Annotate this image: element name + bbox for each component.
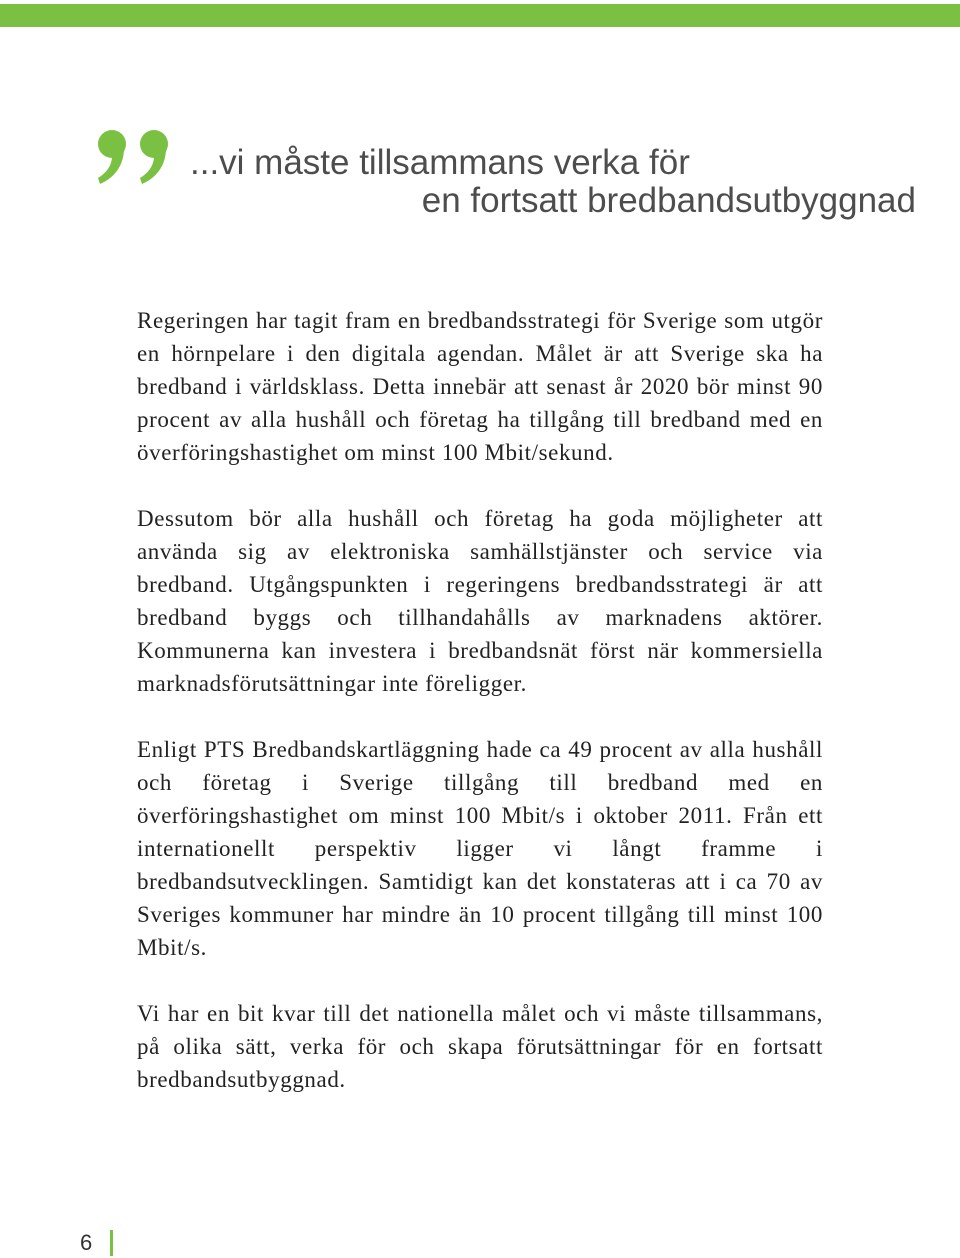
pull-quote	[140, 144, 916, 220]
paragraph-conclusion: Vi har en bit kvar till det nationella målet och vi måste tillsammans, på olika sätt, verka för och skapa förutsättningar för en fortsatt bredbandsutbyggnad.	[137, 1001, 823, 1092]
paragraph-services: Dessutom bör alla hushåll och företag ha goda möjligheter att använda sig av elektroniska samhällstjänster och service via bredband. Utgångspunkten i regeringens bredbandsstrategi är att bredband byggs och tillhandahålls av marknadens aktörer. Kommunerna kan investera i bredbandsnät först när kommersiella marknadsförutsättningar inte föreligger.	[137, 506, 823, 696]
body-text	[137, 304, 823, 1129]
pull-quote-line-2: en fortsatt bredbandsutbyggnad	[421, 181, 916, 220]
pull-quote-line-1: ...vi måste tillsammans verka för	[190, 143, 690, 182]
footer-divider	[110, 1230, 113, 1256]
paragraph-strategy: Regeringen har tagit fram en bredbandsstrategi för Sverige som utgör en hörnpelare i den digitala agendan. Målet är att Sverige ska ha bredband i världsklass. Detta innebär att senast år 2020 bör minst 90 procent av alla hushåll och företag ha tillgång till bredband med en överföringshastighet om minst 100 Mbit/sekund.	[137, 308, 823, 465]
page-footer	[80, 1228, 113, 1258]
page-number: 6	[80, 1230, 93, 1255]
top-accent-bar	[0, 4, 960, 27]
paragraph-coverage: Enligt PTS Bredbandskartläggning hade ca 49 procent av alla hushåll och företag i Sverige tillgång till bredband med en överföringshastighet om minst 100 Mbit/s i oktober 2011. Från ett internationellt perspektiv ligger vi långt framme i bredbandsutvecklingen. Samtidigt kan det konstateras att i ca 70 av Sveriges kommuner har mindre än 10 procent tillgång till minst 100 Mbit/s.	[137, 737, 823, 960]
